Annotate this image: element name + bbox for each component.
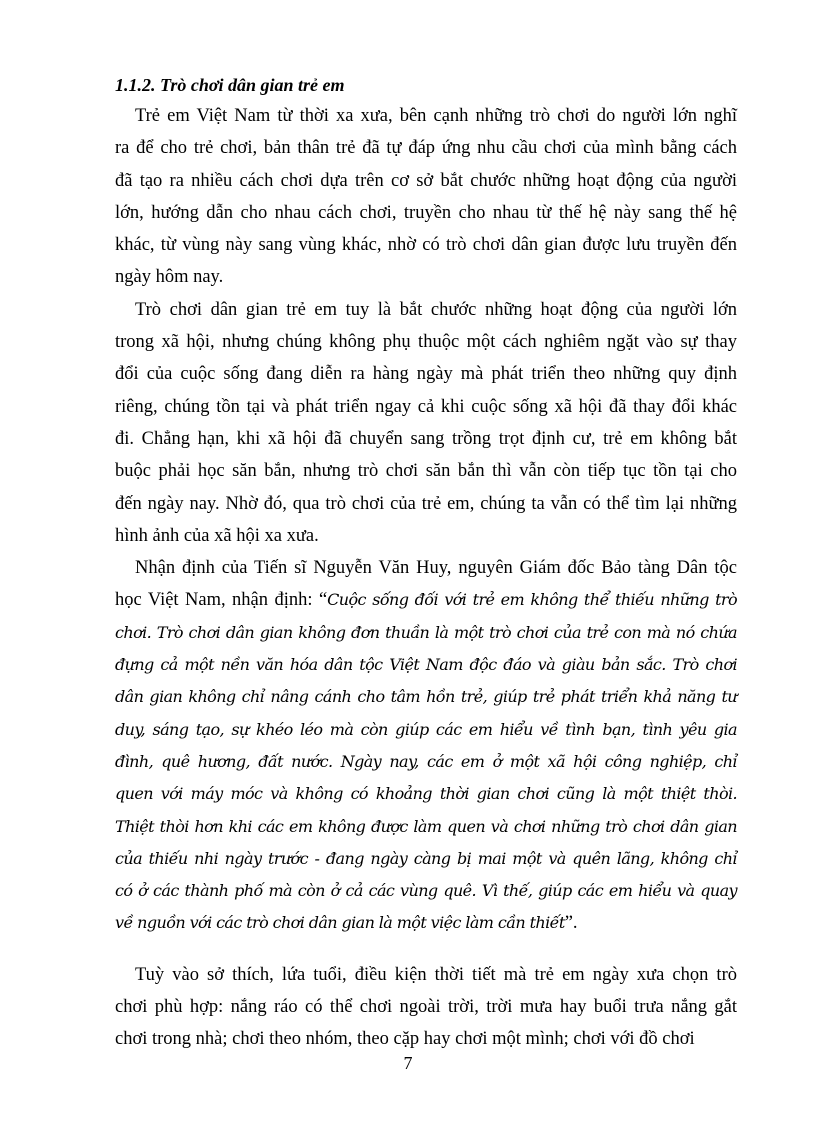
body-text: Trẻ em Việt Nam từ thời xa xưa, bên cạnh những trò chơi do người lớn nghĩ <box>135 106 737 126</box>
text-line <box>115 959 737 991</box>
section-heading: 1.1.2. Trò chơi dân gian trẻ em <box>115 75 345 95</box>
quote-text: quen với máy móc và không có khoảng thời gian chơi cũng là một thiệt thòi. <box>115 784 737 804</box>
body-text: ra để cho trẻ chơi, bản thân trẻ đã tự đáp ứng nhu cầu chơi của mình bằng cách <box>115 138 737 159</box>
body-text: Nhận định của Tiến sĩ Nguyễn Văn Huy, nguyên Giám đốc Bảo tàng Dân tộc <box>135 558 737 579</box>
body-text: đến ngày nay. Nhờ đó, qua trò chơi của trẻ em, chúng ta vẫn có thể tìm lại những <box>115 493 737 514</box>
text-line <box>115 681 737 713</box>
body-text: đổi của cuộc sống đang diễn ra hàng ngày mà phát triển theo những quy định <box>115 364 737 385</box>
text-line <box>115 1023 737 1055</box>
body-text: buộc phải học săn bắn, nhưng trò chơi săn bắn thì vẫn còn tiếp tục tồn tại cho <box>115 461 737 482</box>
text-line <box>115 326 737 358</box>
body-text: ”. <box>564 913 578 934</box>
text-line <box>115 294 737 326</box>
body-text: đã tạo ra nhiều cách chơi dựa trên cơ sở bắt chước những hoạt động của người <box>115 170 737 191</box>
text-line <box>115 132 737 164</box>
text-line <box>115 843 737 875</box>
body-text: chơi phù hợp: nắng ráo có thể chơi ngoài trời, trời mưa hay buổi trưa nắng gắt <box>115 997 737 1018</box>
text-line <box>115 455 737 487</box>
text-line <box>115 584 737 616</box>
body-text: chơi trong nhà; chơi theo nhóm, theo cặp hay chơi một mình; chơi với đồ chơi <box>115 1029 695 1050</box>
page-number: 7 <box>403 1053 413 1073</box>
quote-text: Thiệt thòi hơn khi các em không được làm quen và chơi những trò chơi dân gian <box>115 816 737 836</box>
text-line <box>115 649 737 681</box>
text-line <box>115 165 737 197</box>
text-line <box>115 261 737 293</box>
body-text: đi. Chẳng hạn, khi xã hội đã chuyển sang trồng trọt định cư, trẻ em không bắt <box>115 428 737 449</box>
quote-text: có ở các thành phố mà còn ở cả các vùng quê. Vì thế, giúp các em hiểu và quay <box>115 881 737 901</box>
body-text: khác, từ vùng này sang vùng khác, nhờ có trò chơi dân gian được lưu truyền đến <box>115 235 737 256</box>
text-line <box>115 391 737 423</box>
quote-text: của thiếu nhi ngày trước - đang ngày càng bị mai một và quên lãng, không chỉ <box>115 848 737 868</box>
text-line <box>115 907 737 939</box>
paragraph <box>115 959 737 1056</box>
body-text: lớn, hướng dẫn cho nhau cách chơi, truyền cho nhau từ thế hệ này sang thế hệ <box>115 202 737 223</box>
paragraph <box>115 100 737 294</box>
body-text: riêng, chúng tồn tại và phát triển ngay cả khi cuộc sống xã hội đã thay đổi khác <box>115 396 737 417</box>
body-text: học Việt Nam, nhận định: “ <box>115 590 328 611</box>
text-line <box>115 488 737 520</box>
text-line <box>115 552 737 584</box>
body-text: Tuỳ vào sở thích, lứa tuổi, điều kiện thời tiết mà trẻ em ngày xưa chọn trò <box>135 964 737 985</box>
text-line <box>115 991 737 1023</box>
paragraph <box>115 552 737 940</box>
text-line <box>115 811 737 843</box>
text-line <box>115 100 737 132</box>
text-line <box>115 229 737 261</box>
text-line <box>115 617 737 649</box>
body-text: hình ảnh của xã hội xa xưa. <box>115 525 319 546</box>
quote-text: Cuộc sống đối với trẻ em không thể thiếu những trò <box>327 590 737 610</box>
quote-text: duy, sáng tạo, sự khéo léo mà còn giúp các em hiểu về tình bạn, tình yêu gia <box>115 719 737 739</box>
body-text: Trò chơi dân gian trẻ em tuy là bắt chước những hoạt động của người lớn <box>135 299 737 320</box>
quote-text: chơi. Trò chơi dân gian không đơn thuần là một trò chơi của trẻ con mà nó chứa <box>115 622 737 642</box>
body-text: trong xã hội, nhưng chúng không phụ thuộc một cách nghiêm ngặt vào sự thay <box>115 332 737 353</box>
text-line <box>115 875 737 907</box>
body-text: ngày hôm nay. <box>115 267 224 288</box>
document-body <box>115 100 737 1056</box>
text-line <box>115 778 737 810</box>
text-line <box>115 746 737 778</box>
quote-text: dân gian không chỉ nâng cánh cho tâm hồn trẻ, giúp trẻ phát triển khả năng tư <box>115 687 737 707</box>
text-line <box>115 714 737 746</box>
text-line <box>115 520 737 552</box>
text-line <box>115 358 737 390</box>
paragraph <box>115 294 737 552</box>
quote-text: về nguồn với các trò chơi dân gian là một việc làm cần thiết <box>115 913 565 933</box>
document-page <box>115 70 737 1056</box>
text-line <box>115 423 737 455</box>
text-line <box>115 197 737 229</box>
quote-text: đình, quê hương, đất nước. Ngày nay, các em ở một xã hội công nghiệp, chỉ <box>115 751 737 771</box>
quote-text: đựng cả một nền văn hóa dân tộc Việt Nam độc đáo và giàu bản sắc. Trò chơi <box>115 655 737 675</box>
